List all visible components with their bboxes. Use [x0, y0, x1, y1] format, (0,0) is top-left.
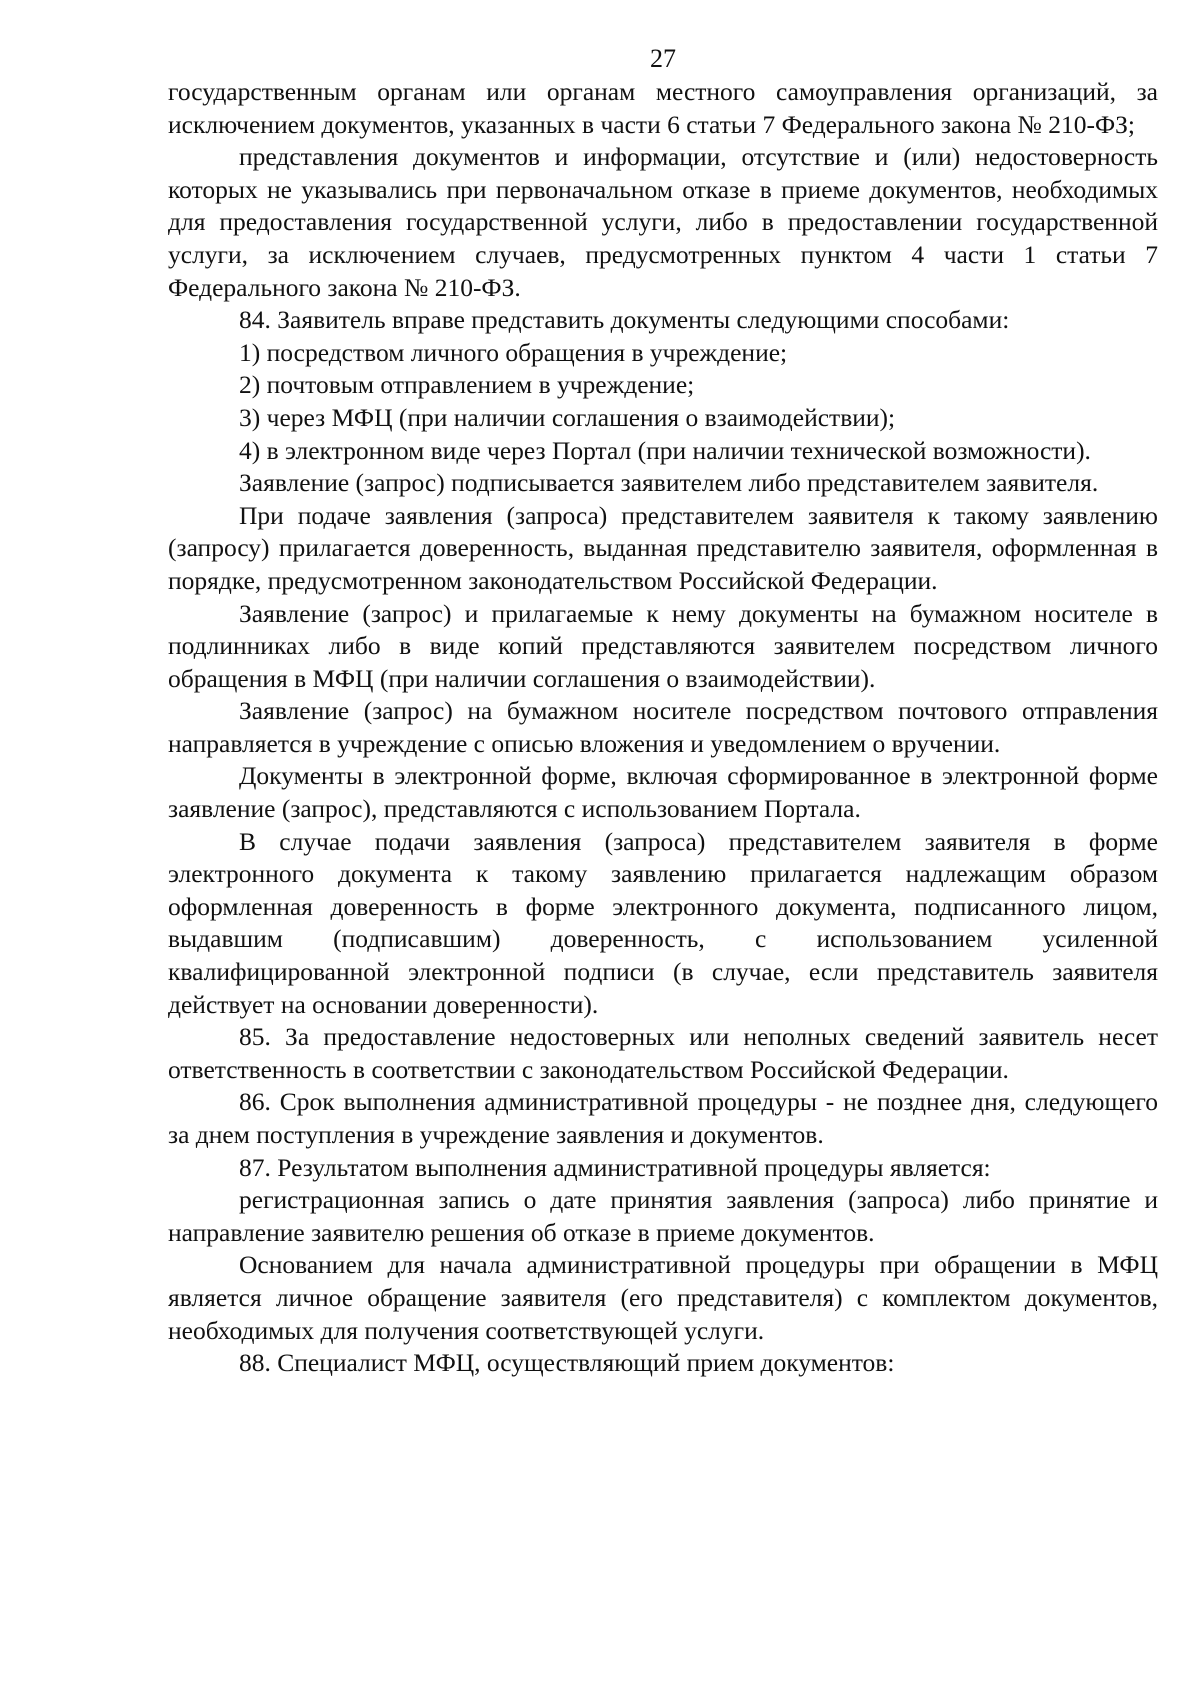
paragraph-signature: Заявление (запрос) подписывается заявителем либо представителем заявителя. [239, 468, 1099, 498]
paragraph-84-methods: 84. Заявитель вправе представить документы следующими способами: [239, 305, 1010, 335]
paragraph-87-result: 87. Результатом выполнения административной процедуры является: [239, 1152, 991, 1182]
paragraph-postal: Заявление (запрос) на бумажном носителе посредством почтового отправления направляется в учреждение с описью вложения и уведомлением о вручении. [168, 696, 1158, 758]
paragraph-refusal-grounds: представления документов и информации, отсутствие и (или) недостоверность которых не указывались при первоначальном отказе в приеме документов, необходимых для предоставления государственной услуги, либо в предоставлении государственной услуги, за исключением случаев, предусмотренных пунктом 4 части 1 статьи 7 Федерального закона № 210-ФЗ. [168, 142, 1158, 302]
paragraph-registration-record: регистрационная запись о дате принятия заявления (запроса) либо принятие и направление заявителю решения об отказе в приеме документов. [168, 1185, 1158, 1247]
paragraph-electronic: Документы в электронной форме, включая сформированное в электронной форме заявление (запрос), представляются с использованием Портала. [168, 761, 1158, 824]
list-item-4: 4) в электронном виде через Портал (при наличии технической возможности). [239, 435, 1091, 465]
page-number: 27 [650, 44, 676, 73]
list-item-1: 1) посредством личного обращения в учреждение; [239, 337, 788, 367]
list-item-3: 3) через МФЦ (при наличии соглашения о взаимодействии); [239, 402, 896, 432]
list-item-2: 2) почтовым отправлением в учреждение; [239, 370, 695, 400]
document-page [168, 44, 1158, 1380]
paragraph-86-deadline: 86. Срок выполнения административной процедуры - не позднее дня, следующего за днем поступления в учреждение заявления и документов. [168, 1087, 1158, 1149]
paragraph-88-specialist: 88. Специалист МФЦ, осуществляющий прием документов: [239, 1348, 895, 1378]
paragraph-85-responsibility: 85. За предоставление недостоверных или неполных сведений заявитель несет ответственность в соответствии с законодательством Российской Федерации. [168, 1022, 1158, 1084]
paragraph-continuation: государственным органам или органам местного самоуправления организаций, за исключением документов, указанных в части 6 статьи 7 Федерального закона № 210-ФЗ; [168, 77, 1158, 139]
paragraph-electronic-representative: В случае подачи заявления (запроса) представителем заявителя в форме электронного документа к такому заявлению прилагается надлежащим образом оформленная доверенность в форме электронного документа, подписанного лицом, выдавшим (подписавшим) доверенность, с использованием усиленной квалифицированной электронной подписи (в случае, если представитель заявителя действует на основании доверенности). [168, 826, 1158, 1019]
paragraph-mfc-basis: Основанием для начала административной процедуры при обращении в МФЦ является личное обращение заявителя (его представителя) с комплектом документов, необходимых для получения соответствующей услуги. [168, 1250, 1158, 1345]
paragraph-power-of-attorney: При подаче заявления (запроса) представителем заявителя к такому заявлению (запросу) прилагается доверенность, выданная представителю заявителя, оформленная в порядке, предусмотренном законодательством Российской Федерации. [168, 500, 1158, 595]
paragraph-paper-mfc: Заявление (запрос) и прилагаемые к нему документы на бумажном носителе в подлинниках либо в виде копий представляются заявителем посредством личного обращения в МФЦ (при наличии соглашения о взаимодействии). [168, 598, 1158, 693]
